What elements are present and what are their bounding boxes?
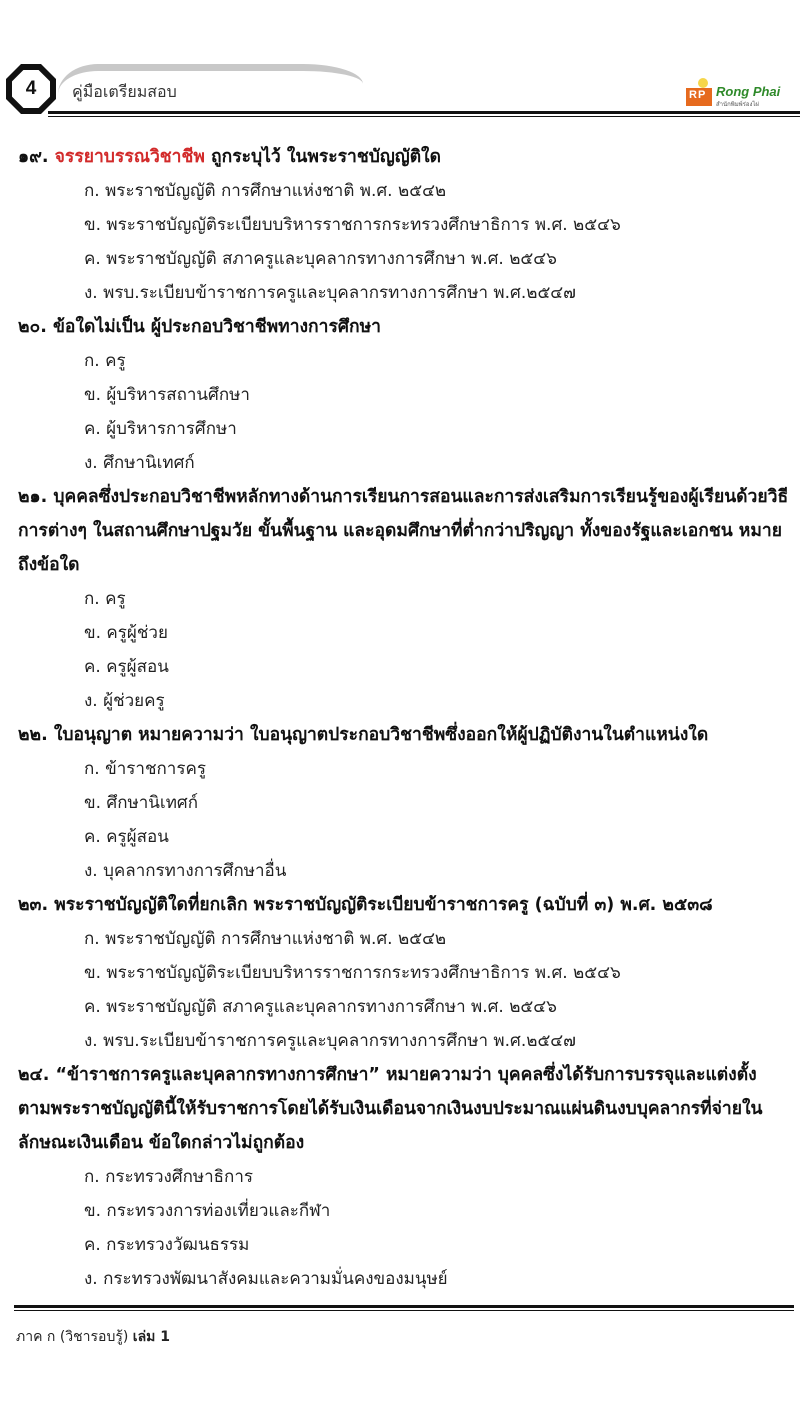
question-number: ๒๐.: [18, 317, 47, 337]
option-c: ค. ครูผู้สอน: [84, 657, 169, 677]
option-d: ง. ศึกษานิเทศก์: [84, 453, 195, 473]
footer-divider: [14, 1305, 794, 1308]
question-23: [18, 888, 798, 1058]
question-number: ๑๙.: [18, 147, 49, 167]
question-number: ๒๒.: [18, 725, 48, 745]
footer-divider-thin: [14, 1310, 794, 1311]
header-divider-thin: [48, 116, 800, 117]
question-number: ๒๓.: [18, 895, 49, 915]
book-title: คู่มือเตรียมสอบ: [72, 82, 177, 101]
option-b: ข. ศึกษานิเทศก์: [84, 793, 198, 813]
question-21: [18, 480, 798, 718]
option-a: ก. ครู: [84, 589, 126, 609]
question-20: [18, 310, 798, 480]
publisher-logo: [682, 78, 800, 108]
option-b: ข. ครูผู้ช่วย: [84, 623, 168, 643]
option-b: ข. พระราชบัญญัติระเบียบบริหารราชการกระทรวงศึกษาธิการ พ.ศ. ๒๕๔๖: [84, 963, 621, 983]
option-b: ข. พระราชบัญญัติระเบียบบริหารราชการกระทรวงศึกษาธิการ พ.ศ. ๒๕๔๖: [84, 215, 621, 235]
sun-icon: [698, 78, 708, 88]
page-header: [0, 0, 800, 125]
question-text: บุคคลซึ่งประกอบวิชาชีพหลักทางด้านการเรียนการสอนและการส่งเสริมการเรียนรู้ของผู้เรียนด้วยวิธีการต่างๆ ในสถานศึกษาปฐมวัย ขั้นพื้นฐาน และอุดมศึกษาที่ต่ำกว่าปริญญา ทั้งของรัฐและเอกชน หมายถึงข้อใด: [18, 487, 789, 575]
logo-name: Rong Phai: [716, 84, 781, 99]
option-a: ก. พระราชบัญญัติ การศึกษาแห่งชาติ พ.ศ. ๒๕๔๒: [84, 181, 447, 201]
question-number: ๒๑.: [18, 487, 48, 507]
option-b: ข. ผู้บริหารสถานศึกษา: [84, 385, 250, 405]
option-a: ก. กระทรวงศึกษาธิการ: [84, 1167, 254, 1187]
header-divider: [48, 111, 800, 114]
question-list: [18, 140, 798, 1296]
option-d: ง. พรบ.ระเบียบข้าราชการครูและบุคลากรทางการศึกษา พ.ศ.๒๕๔๗: [84, 1031, 576, 1051]
option-a: ก. ครู: [84, 351, 126, 371]
option-c: ค. พระราชบัญญัติ สภาครูและบุคลากรทางการศึกษา พ.ศ. ๒๕๔๖: [84, 997, 557, 1017]
question-24: [18, 1058, 798, 1296]
option-d: ง. พรบ.ระเบียบข้าราชการครูและบุคลากรทางการศึกษา พ.ศ.๒๕๔๗: [84, 283, 576, 303]
highlighted-term: จรรยาบรรณวิชาชีพ: [54, 147, 205, 167]
option-c: ค. ผู้บริหารการศึกษา: [84, 419, 237, 439]
option-c: ค. กระทรวงวัฒนธรรม: [84, 1235, 250, 1255]
option-b: ข. กระทรวงการท่องเที่ยวและกีฬา: [84, 1201, 331, 1221]
option-d: ง. ผู้ช่วยครู: [84, 691, 165, 711]
question-number: ๒๔.: [18, 1065, 50, 1085]
question-text: ข้อใดไม่เป็น ผู้ประกอบวิชาชีพทางการศึกษา: [46, 317, 381, 337]
option-c: ค. ครูผู้สอน: [84, 827, 169, 847]
question-text: ถูกระบุไว้ ในพระราชบัญญัติใด: [204, 147, 441, 167]
option-a: ก. ข้าราชการครู: [84, 759, 206, 779]
page-number: 4: [25, 78, 37, 99]
question-text: ใบอนุญาต หมายความว่า ใบอนุญาตประกอบวิชาชีพซึ่งออกให้ผู้ปฏิบัติงานในตำแหน่งใด: [47, 725, 709, 745]
option-d: ง. บุคลากรทางการศึกษาอื่น: [84, 861, 287, 881]
footer-section: ภาค ก (วิชารอบรู้): [16, 1329, 129, 1345]
logo-tagline: สำนักพิมพ์ร่องไผ่: [716, 101, 759, 108]
logo-mark-icon: [686, 88, 712, 106]
logo-mark-text: RP: [689, 89, 707, 101]
option-d: ง. กระทรวงพัฒนาสังคมและความมั่นคงของมนุษย์: [84, 1269, 448, 1289]
question-text: “ข้าราชการครูและบุคลากรทางการศึกษา” หมายความว่า บุคคลซึ่งได้รับการบรรจุและแต่งตั้งตามพระราชบัญญัตินี้ให้รับราชการโดยได้รับเงินเดือนจากเงินงบประมาณแผ่นดินงบบุคลากรที่จ่ายในลักษณะเงินเดือน ข้อใดกล่าวไม่ถูกต้อง: [18, 1065, 763, 1153]
question-22: [18, 718, 798, 888]
option-c: ค. พระราชบัญญัติ สภาครูและบุคลากรทางการศึกษา พ.ศ. ๒๕๔๖: [84, 249, 557, 269]
page-footer: [16, 1326, 170, 1348]
option-a: ก. พระราชบัญญัติ การศึกษาแห่งชาติ พ.ศ. ๒๕๔๒: [84, 929, 447, 949]
question-text: พระราชบัญญัติใดที่ยกเลิก พระราชบัญญัติระเบียบข้าราชการครู (ฉบับที่ ๓) พ.ศ. ๒๕๓๘: [48, 895, 713, 915]
question-19: [18, 140, 798, 310]
footer-volume: เล่ม 1: [132, 1329, 170, 1345]
